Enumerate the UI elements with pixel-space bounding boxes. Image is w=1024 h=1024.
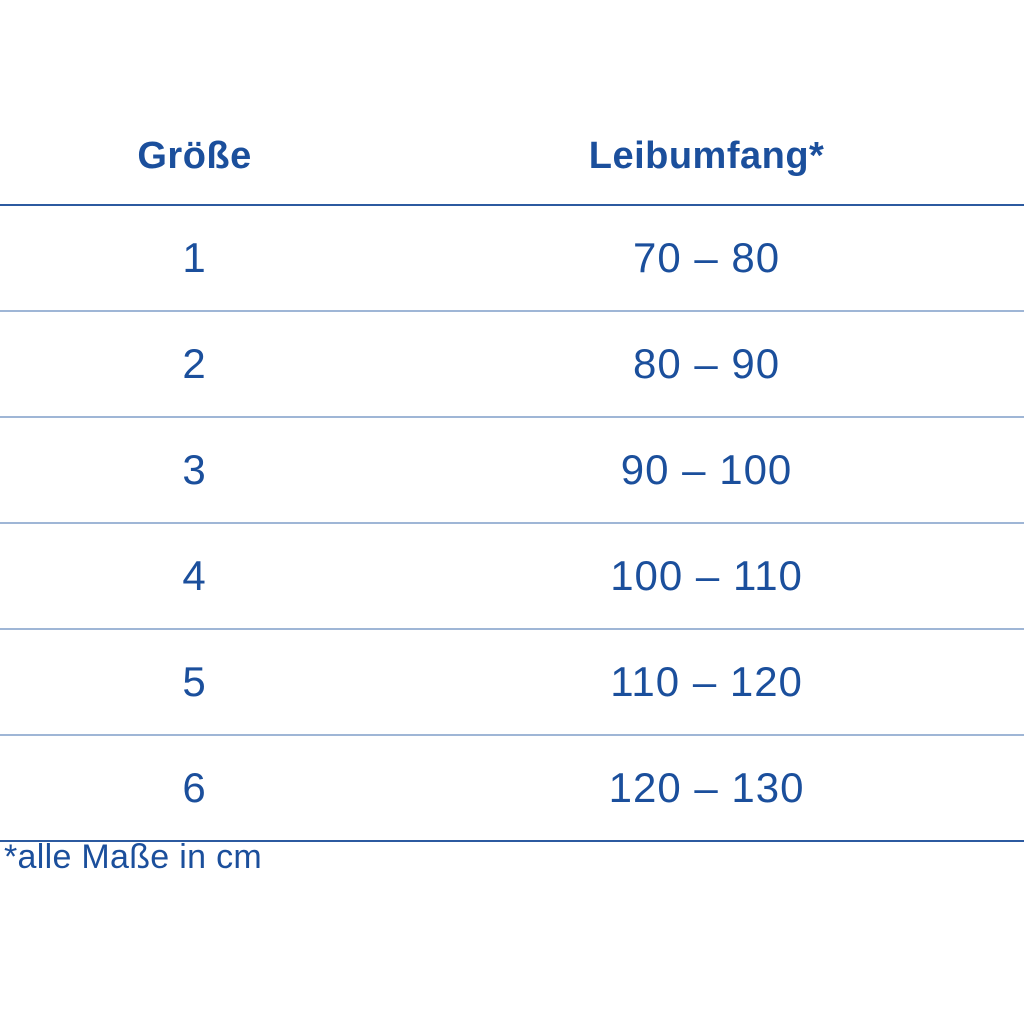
table-row	[0, 629, 1024, 735]
cell-size: 1	[0, 205, 389, 311]
table-row	[0, 417, 1024, 523]
column-header-measure: Leibumfang*	[389, 108, 1024, 205]
cell-size: 2	[0, 311, 389, 417]
table-body	[0, 205, 1024, 841]
cell-measure: 90 – 100	[389, 417, 1024, 523]
cell-size: 6	[0, 735, 389, 841]
column-header-size: Größe	[0, 108, 389, 205]
footnote: *alle Maße in cm	[4, 838, 262, 876]
table-row	[0, 523, 1024, 629]
cell-measure: 110 – 120	[389, 629, 1024, 735]
table-header-row	[0, 108, 1024, 205]
cell-measure: 70 – 80	[389, 205, 1024, 311]
cell-size: 5	[0, 629, 389, 735]
cell-size: 4	[0, 523, 389, 629]
size-chart-table	[0, 108, 1024, 842]
table-row	[0, 311, 1024, 417]
table-row	[0, 735, 1024, 841]
cell-measure: 80 – 90	[389, 311, 1024, 417]
cell-size: 3	[0, 417, 389, 523]
table-header	[0, 108, 1024, 205]
cell-measure: 100 – 110	[389, 523, 1024, 629]
table-row	[0, 205, 1024, 311]
cell-measure: 120 – 130	[389, 735, 1024, 841]
